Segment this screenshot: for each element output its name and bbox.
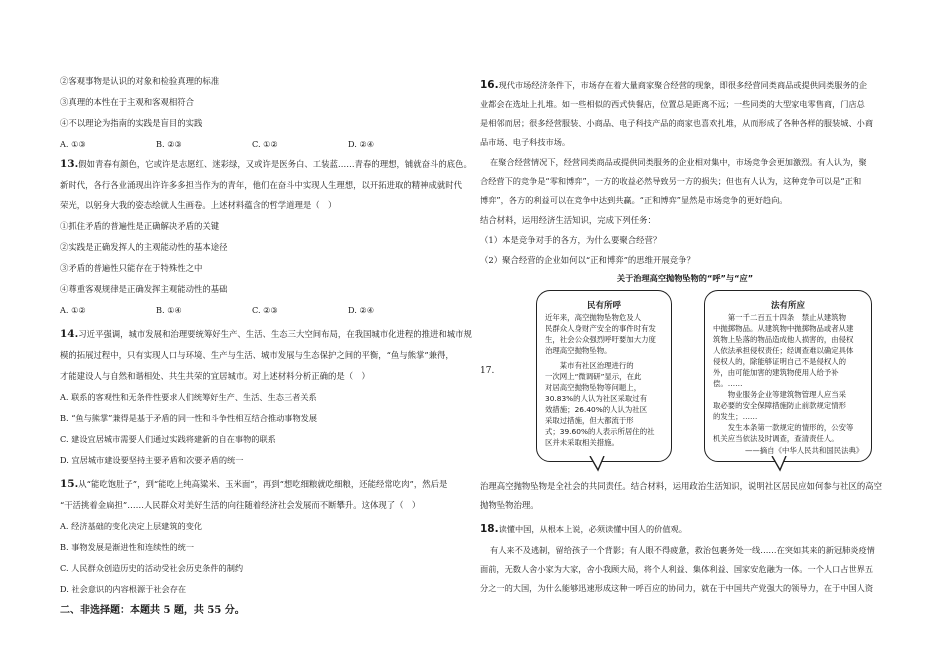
section-2-heading: 二、非选择题：本题共 5 题，共 55 分。 bbox=[60, 605, 245, 616]
q12-option-2: ②客观事物是认识的对象和检验真理的标准 bbox=[60, 76, 220, 86]
q18-stem-line-3: 面前，无数人舍小家为大家，舍小我顾大局，将个人利益、集体利益、国家安危融为一体。一个人口占世界五 bbox=[480, 564, 874, 574]
q13-number: 13. bbox=[60, 158, 79, 170]
bubble-tail-left bbox=[588, 456, 608, 472]
q14-option-a[interactable]: A. 联系的客观性和无条件性要求人们统筹好生产、生活、生态三者关系 bbox=[60, 392, 317, 402]
q17-task-line-2: 抛物坠物治理。 bbox=[480, 500, 539, 510]
q16-number: 16. bbox=[480, 79, 499, 91]
q15-stem-line-2: “干活挑着金扁担”……人民群众对美好生活的向往随着经济社会发展而不断攀升。这体现了（ ） bbox=[60, 500, 421, 510]
q16-stem-line-2: 业都会在选址上扎堆。如一些相似的西式快餐店，位置总是距离不远；一些同类的大型家电零售商，门店总 bbox=[480, 99, 865, 109]
q13-choice-a[interactable]: A. ①② bbox=[60, 305, 86, 315]
q12-choice-c[interactable]: C. ①② bbox=[252, 139, 278, 149]
box-title-legal-response: 法有所应 bbox=[770, 301, 805, 311]
q16-instruction: 结合材料，运用经济生活知识，完成下列任务： bbox=[480, 215, 656, 225]
q16-stem-line-1: 16.现代市场经济条件下，市场存在着大量商家聚合经营的现象，即很多经营同类商品或提供同类服务的企 bbox=[480, 79, 868, 91]
q13-option-2: ②实践是正确发挥人的主观能动性的基本途径 bbox=[60, 242, 228, 252]
q16-task-2: （2）聚合经营的企业如何以“正和博弈”的思维开展竞争？ bbox=[480, 255, 695, 265]
q16-stem-line-6: 合经营下的竞争是“零和博弈”，一方的收益必然导致另一方的损失；但也有人认为，这种竞争可以是“正和 bbox=[480, 176, 862, 186]
q16-task-1: （1）本是竞争对手的各方，为什么要聚合经营？ bbox=[480, 235, 662, 245]
q15-stem-line-1: 15.从“能吃饱肚子”，到“能吃上纯高粱米、玉米面”，再到“想吃细粮就吃细粮，还能经常吃肉”，然后是 bbox=[60, 478, 448, 490]
q13-option-3: ③矛盾的普遍性只能存在于特殊性之中 bbox=[60, 263, 203, 273]
box-title-public-appeal: 民有所呼 bbox=[586, 301, 621, 311]
q12-option-3: ③真理的本性在于主观和客观相符合 bbox=[60, 97, 194, 107]
q14-number: 14. bbox=[60, 328, 79, 340]
q14-option-c[interactable]: C. 建设宜居城市需要人们通过实践将建新的自在事物的联系 bbox=[60, 434, 276, 444]
q15-number: 15. bbox=[60, 478, 79, 490]
q14-stem-line-2: 模的拓展过程中，只有实现人口与环境、生产与生活、城市发展与生态保护之间的平衡，“鱼与熊掌”兼得， bbox=[60, 350, 454, 360]
q13-stem-line-3: 荣光，以躬身大我的姿态绘就人生画卷。上述材料蕴含的哲学道理是（ ） bbox=[60, 200, 337, 210]
q13-choice-d[interactable]: D. ②④ bbox=[348, 305, 375, 315]
q12-choice-d[interactable]: D. ②④ bbox=[348, 139, 375, 149]
q13-choice-b[interactable]: B. ①④ bbox=[156, 305, 182, 315]
q17-task-line-1: 治理高空抛物坠物是全社会的共同责任。结合材料，运用政治生活知识，说明社区居民应如何参与社区的高空 bbox=[480, 481, 882, 491]
q12-choice-a[interactable]: A. ①③ bbox=[60, 139, 86, 149]
q14-stem-line-3: 才能建设人与自然和谐相处、共生共荣的宜居城市。对上述材料分析正确的是（ ） bbox=[60, 371, 370, 381]
q16-stem-line-7: 博弈”，各方的利益可以在竞争中达到共赢。“正和博弈”显然是市场竞争的更好趋向。 bbox=[480, 195, 788, 205]
q18-stem-line-1: 18.读懂中国，从根本上说，必须读懂中国人的价值观。 bbox=[480, 523, 687, 535]
q13-choice-c[interactable]: C. ②③ bbox=[252, 305, 278, 315]
q17-figure-title: 关于治理高空抛物坠物的“呼”与“应” bbox=[616, 273, 754, 283]
q18-stem-line-4: 分之一的大国，为什么能够迅速形成这种一呼百应的协同力，就在于中国共产党强大的领导力，在于中国人资 bbox=[480, 583, 874, 593]
q13-option-4: ④尊重客观规律是正确发挥主观能动性的基础 bbox=[60, 284, 228, 294]
q14-option-d[interactable]: D. 宜居城市建设要坚持主要矛盾和次要矛盾的统一 bbox=[60, 455, 244, 465]
q16-stem-line-3: 是相邻而居；很多经营服装、小商品、电子科技产品的商家也喜欢扎堆，从而形成了各种各样的服装城、小商 bbox=[480, 118, 874, 128]
q17-number: 17. bbox=[480, 366, 495, 376]
q13-option-1: ①抓住矛盾的普遍性是正确解决矛盾的关键 bbox=[60, 221, 220, 231]
q14-option-b[interactable]: B. “鱼与熊掌”兼得是基于矛盾的同一性和斗争性相互结合推动事物发展 bbox=[60, 413, 318, 423]
q18-number: 18. bbox=[480, 523, 499, 535]
q13-stem-line-2: 新时代，各行各业涌现出许许多多担当作为的青年，他们在奋斗中实现人生理想，以开拓进取的精神成就时代 bbox=[60, 180, 462, 190]
q15-option-b[interactable]: B. 事物发展是渐进性和连续性的统一 bbox=[60, 542, 195, 552]
speech-bubble-legal-response: 法有所应 第一千二百五十四条 禁止从建筑物 中抛掷物品。从建筑物中抛掷物品或者从建 筑物上坠落的物品造成他人损害的，由侵权 人依法承担侵权责任；经调查难以确定具体 侵权人的，除能够证明自己不是侵权人的 外，由可能加害的建筑物使用人给予补 偿。…… 物业服务企业等建筑物管理人应当采 取必要的安全保障措施防止前款规定情形 的发生；…… 发生本条第一款规定的情形的，公安等 机关应当依法及时调查，查清责任人。 ——摘自《中华人民共和国民法典》 bbox=[704, 290, 872, 462]
bubble-tail-right bbox=[770, 456, 790, 472]
q15-option-c[interactable]: C. 人民群众创造历史的活动受社会历史条件的制约 bbox=[60, 563, 244, 573]
q12-choice-b[interactable]: B. ②③ bbox=[156, 139, 182, 149]
civil-code-citation: ——摘自《中华人民共和国民法典》 bbox=[745, 446, 864, 455]
q15-option-a[interactable]: A. 经济基础的变化决定上层建筑的变化 bbox=[60, 521, 203, 531]
q14-stem-line-1: 14.习近平强调，城市发展和治理要统筹好生产、生活、生态三大空间布局，在我国城市化进程的推进和城市规 bbox=[60, 328, 472, 340]
q18-stem-line-2: 有人来不及逃制，留给孩子一个背影；有人眼不得疲惫，救治包裹务处一线……在突如其来的新冠肺炎疫情 bbox=[490, 545, 875, 555]
q16-stem-line-4: 品市场、电子科技市场。 bbox=[480, 137, 571, 147]
speech-bubble-public-appeal: 民有所呼 近年来，高空抛物坠物危及人 民群众人身财产安全的事件时有发 生，社会公众强烈呼吁要加大力度 治理高空抛物坠物。 某市有社区治理进行的 一次网上“微调研”显示，在此 对居高空抛物坠物等问题上， 30.83%的人认为社区采取过有 效措施；26.40%的人认为社区 采取过措施，但大都流于形 式；39.60%的人表示所居住的社 区并未采取相关措施。 bbox=[536, 290, 672, 462]
q15-option-d[interactable]: D. 社会意识的内容根源于社会存在 bbox=[60, 584, 187, 594]
q12-option-4: ④不以理论为指南的实践是盲目的实践 bbox=[60, 118, 203, 128]
q16-stem-line-5: 在聚合经营情况下，经营同类商品或提供同类服务的企业相对集中，市场竞争会更加激烈。有人认为，聚 bbox=[490, 157, 867, 167]
q13-stem-line-1: 13.假如青春有颜色，它或许是志愿红、迷彩绿，又或许是医务白、工装蓝……青春的理想，铺就奋斗的底色。 bbox=[60, 158, 472, 170]
